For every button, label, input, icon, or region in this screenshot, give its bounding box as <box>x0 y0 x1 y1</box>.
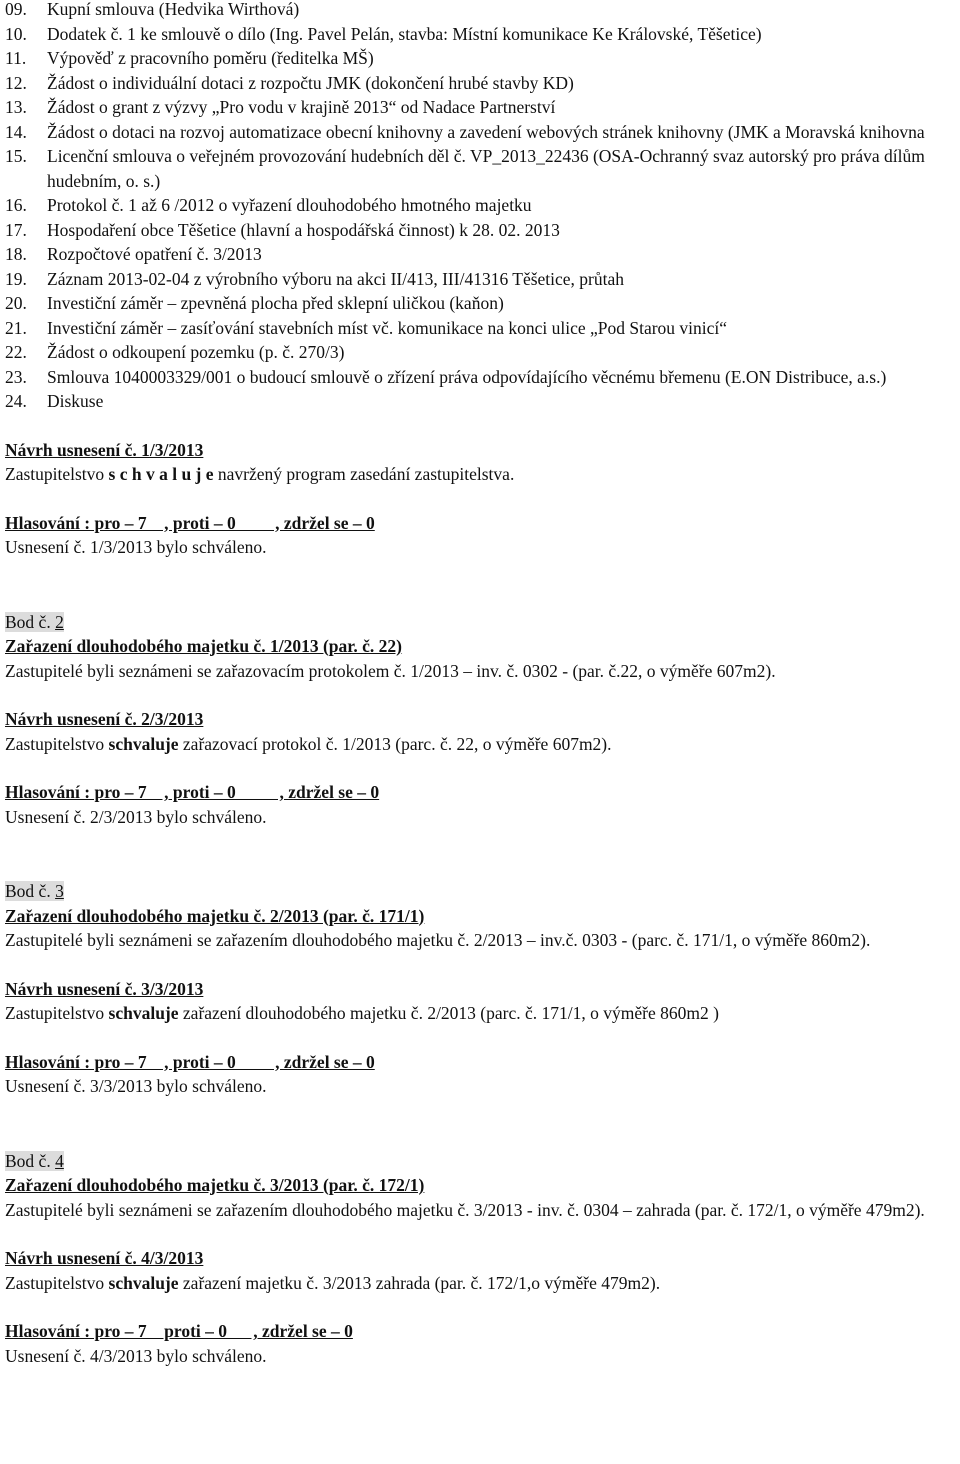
resolution-text-start: Zastupitelstvo <box>5 1003 109 1023</box>
resolution-verb: schvaluje <box>108 733 179 754</box>
resolution-text-end: zařazení dlouhodobého majetku č. 2/2013 (parc. č. 171/1, o výměře 860m2 ) <box>178 1003 719 1023</box>
agenda-item-text: Kupní smlouva (Hedvika Wirthová) <box>47 0 300 19</box>
vote-line <box>5 511 955 536</box>
resolution-text <box>5 732 955 757</box>
agenda-item-number: 16. <box>5 195 27 215</box>
agenda-item-text: Žádost o dotaci na rozvoj automatizace obecní knihovny a zavedení webových stránek knihovny (JMK a Moravská knihovna <box>47 121 925 142</box>
agenda-item <box>5 71 955 96</box>
bod-label <box>5 1149 955 1174</box>
bod-label-text <box>5 881 64 901</box>
agenda-item <box>5 242 955 267</box>
agenda-item <box>5 389 955 414</box>
agenda-item-number: 14. <box>5 121 27 142</box>
vote-result: Hlasování : pro – 7 , proti – 0 , zdržel se – 0 <box>5 512 375 533</box>
resolution-text-end: zařazení majetku č. 3/2013 zahrada (par. č. 172/1,o výměře 479m2). <box>178 1272 661 1293</box>
agenda-item-number: 22. <box>5 342 27 362</box>
bod-label <box>5 879 955 904</box>
bod-label-word: Bod č. <box>5 881 51 901</box>
agenda-item-text: Investiční záměr – zpevněná plocha před sklepní uličkou (kaňon) <box>47 293 504 313</box>
bod-info: Zastupitelé byli seznámeni se zařazovacím protokolem č. 1/2013 – inv. č. 0302 - (par. č.22, o výměře 607m2). <box>5 660 776 681</box>
bod-number: 2 <box>55 611 64 632</box>
resolution-text <box>5 462 955 487</box>
agenda-item-text: Hospodaření obce Těšetice (hlavní a hospodářská činnost) k 28. 02. 2013 <box>47 219 560 240</box>
bod-label-text <box>5 1151 64 1171</box>
resolution-text-start: Zastupitelstvo <box>5 733 109 754</box>
agenda-item <box>5 46 955 71</box>
agenda-item <box>5 193 955 218</box>
resolution-text-end: zařazovací protokol č. 1/2013 (parc. č. 22, o výměře 607m2). <box>178 733 612 754</box>
bod-number: 4 <box>55 1150 64 1171</box>
agenda-item-text: Diskuse <box>47 391 104 411</box>
agenda-item <box>5 22 955 47</box>
agenda-item-number: 23. <box>5 366 27 387</box>
bod-2-section <box>5 610 955 830</box>
agenda-item-number: 11. <box>5 48 27 68</box>
agenda-item-number: 17. <box>5 219 27 240</box>
resolution-result: Usnesení č. 3/3/2013 bylo schváleno. <box>5 1076 267 1096</box>
resolution-heading: Návrh usnesení č. 4/3/2013 <box>5 1248 204 1268</box>
agenda-item <box>5 144 955 193</box>
agenda-item-text: Investiční záměr – zasíťování stavebních míst vč. komunikace na konci ulice „Pod Starou vinicí“ <box>47 317 728 338</box>
bod-info: Zastupitelé byli seznámeni se zařazením dlouhodobého majetku č. 2/2013 – inv.č. 0303 - (parc. č. 171/1, o výměře 860m2). <box>5 930 871 950</box>
vote-line <box>5 780 955 805</box>
agenda-item <box>5 95 955 120</box>
agenda-item <box>5 291 955 316</box>
vote-line <box>5 1050 955 1075</box>
agenda-item-text: Licenční smlouva o veřejném provozování hudebních děl č. VP_2013_22436 (OSA-Ochranný svaz autorský pro práva dílům hudebním, o. s.) <box>47 146 925 191</box>
agenda-item-text: Výpověď z pracovního poměru (ředitelka MŠ) <box>47 48 374 68</box>
agenda-item-number: 19. <box>5 268 27 289</box>
bod-4-section <box>5 1149 955 1369</box>
agenda-item-text: Smlouva 1040003329/001 o budoucí smlouvě o zřízení práva odpovídajícího věcnému břemenu (E.ON Distribuce, a.s.) <box>47 366 887 387</box>
resolution-verb: schvaluje <box>108 1003 179 1023</box>
resolution-result: Usnesení č. 1/3/2013 bylo schváleno. <box>5 537 267 557</box>
bod-3-section <box>5 879 955 1099</box>
bod-label-word: Bod č. <box>5 1150 51 1171</box>
agenda-item-text: Žádost o grant z výzvy „Pro vodu v krajině 2013“ od Nadace Partnerství <box>47 97 556 117</box>
resolution-verb: schvaluje <box>108 1272 179 1293</box>
agenda-item-text: Dodatek č. 1 ke smlouvě o dílo (Ing. Pavel Pelán, stavba: Místní komunikace Ke Královské, Těšetice) <box>47 23 762 44</box>
bod-title: Zařazení dlouhodobého majetku č. 1/2013 (par. č. 22) <box>5 636 403 656</box>
agenda-item-text: Žádost o odkoupení pozemku (p. č. 270/3) <box>47 342 345 362</box>
resolution-heading: Návrh usnesení č. 2/3/2013 <box>5 709 204 729</box>
bod-title: Zařazení dlouhodobého majetku č. 2/2013 (par. č. 171/1) <box>5 905 425 926</box>
vote-result: Hlasování : pro – 7 , proti – 0 , zdržel se – 0 <box>5 1051 375 1072</box>
vote-line <box>5 1319 955 1344</box>
resolution-text <box>5 1271 955 1296</box>
agenda-item-number: 10. <box>5 23 27 44</box>
resolution-text-start: Zastupitelstvo <box>5 464 109 484</box>
agenda-item-number: 18. <box>5 244 27 264</box>
resolution-result: Usnesení č. 2/3/2013 bylo schváleno. <box>5 806 267 827</box>
resolution-text-end: navržený program zasedání zastupitelstva. <box>213 464 515 484</box>
agenda-item-number: 20. <box>5 293 27 313</box>
agenda-item-text: Rozpočtové opatření č. 3/2013 <box>47 244 262 264</box>
bod-label <box>5 610 955 635</box>
agenda-item-number: 15. <box>5 146 27 166</box>
agenda-item-text: Protokol č. 1 až 6 /2012 o vyřazení dlouhodobého hmotného majetku <box>47 195 532 215</box>
resolution-text <box>5 1001 955 1026</box>
agenda-item-number: 09. <box>5 0 27 19</box>
agenda-item-number: 24. <box>5 391 27 411</box>
resolution-1-section <box>5 438 955 560</box>
agenda-item <box>5 267 955 292</box>
resolution-result: Usnesení č. 4/3/2013 bylo schváleno. <box>5 1345 267 1366</box>
agenda-item-number: 21. <box>5 317 27 338</box>
document-page <box>5 0 955 1368</box>
bod-label-word: Bod č. <box>5 611 51 632</box>
bod-title: Zařazení dlouhodobého majetku č. 3/2013 (par. č. 172/1) <box>5 1175 425 1195</box>
agenda-item-text: Žádost o individuální dotaci z rozpočtu JMK (dokončení hrubé stavby KD) <box>47 72 574 93</box>
vote-result: Hlasování : pro – 7 proti – 0 , zdržel se – 0 <box>5 1321 353 1341</box>
bod-label-text <box>5 612 64 632</box>
agenda-item-text: Záznam 2013-02-04 z výrobního výboru na akci II/413, III/41316 Těšetice, průtah <box>47 268 625 289</box>
agenda-item <box>5 340 955 365</box>
vote-result: Hlasování : pro – 7 , proti – 0 , zdržel se – 0 <box>5 782 380 802</box>
agenda-item-number: 13. <box>5 97 27 117</box>
resolution-heading: Návrh usnesení č. 3/3/2013 <box>5 978 204 999</box>
bod-info: Zastupitelé byli seznámeni se zařazením dlouhodobého majetku č. 3/2013 - inv. č. 0304 – zahrada (par. č. 172/1, o výměře 479m2). <box>5 1199 925 1220</box>
agenda-item <box>5 120 955 145</box>
agenda-item-number: 12. <box>5 72 27 93</box>
bod-number: 3 <box>55 881 64 901</box>
resolution-heading: Návrh usnesení č. 1/3/2013 <box>5 439 204 460</box>
resolution-verb: s c h v a l u j e <box>108 464 214 484</box>
agenda-list <box>5 0 955 414</box>
resolution-text-start: Zastupitelstvo <box>5 1272 109 1293</box>
agenda-item <box>5 365 955 390</box>
agenda-item <box>5 316 955 341</box>
agenda-item <box>5 0 955 22</box>
agenda-item <box>5 218 955 243</box>
